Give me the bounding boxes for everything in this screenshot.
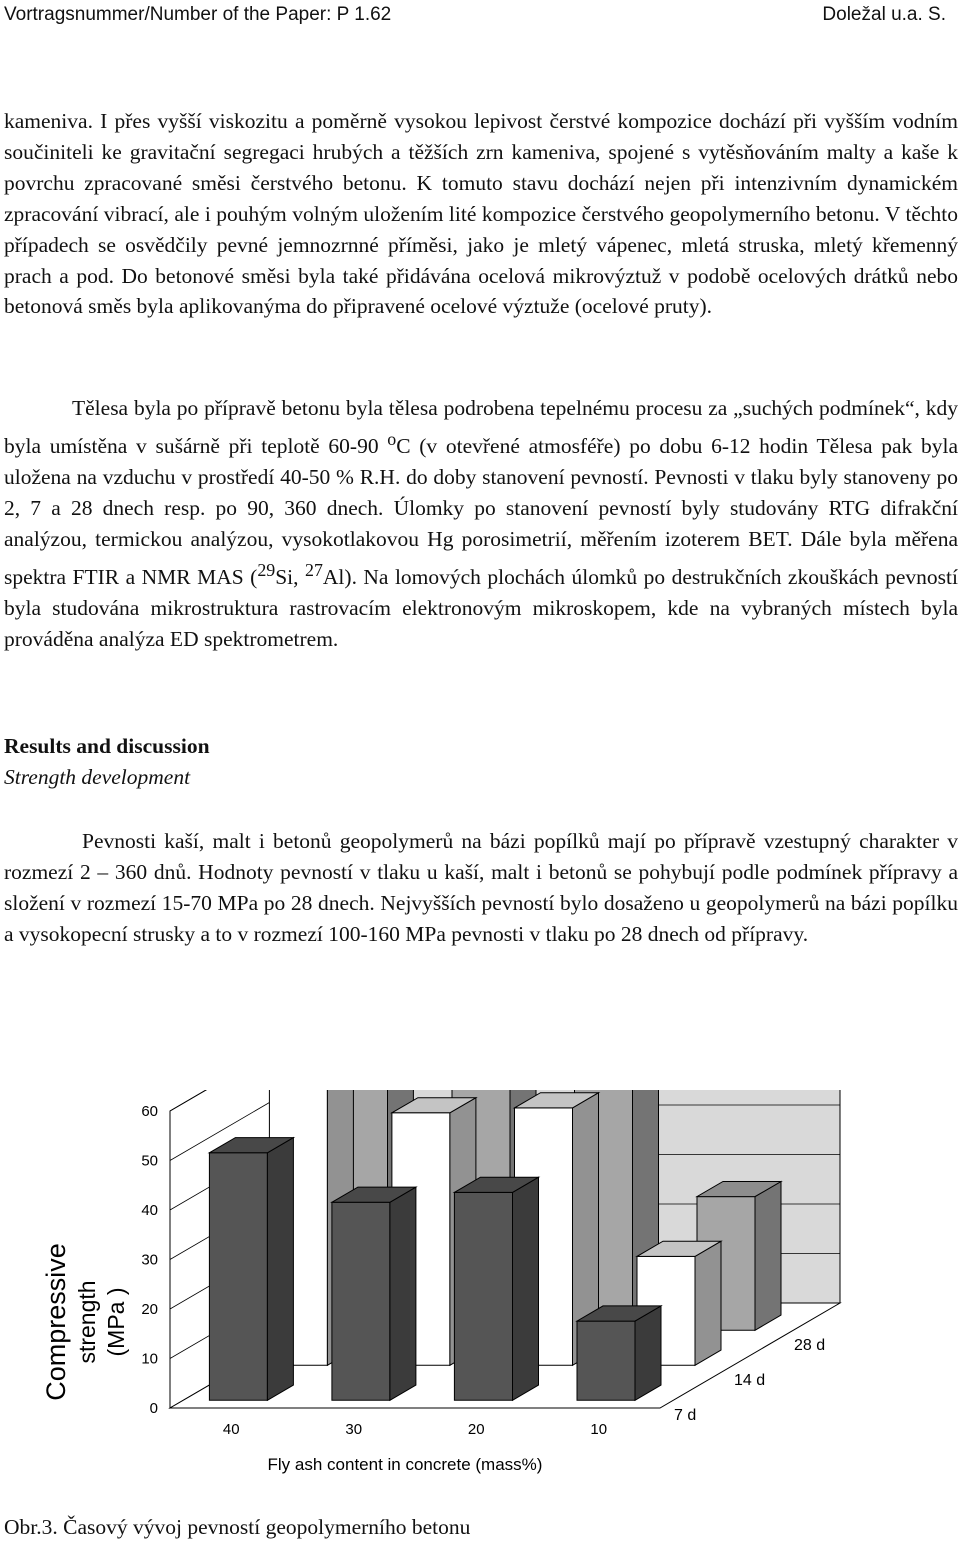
page-header	[0, 4, 960, 32]
series-label: 7 d	[674, 1407, 697, 1424]
y-tick-label: 10	[141, 1350, 158, 1368]
bar-7d-40	[209, 1138, 293, 1401]
x-tick-label: 10	[590, 1421, 608, 1438]
bar-7d-30	[332, 1187, 416, 1400]
bar-side	[390, 1187, 416, 1400]
strength-chart	[0, 1090, 960, 1510]
y-tick-label: 20	[141, 1301, 158, 1318]
x-tick-label: 40	[222, 1421, 240, 1438]
paper-number: Vortragsnummer/Number of the Paper: P 1.62	[4, 4, 392, 25]
bar-7d-10	[577, 1306, 661, 1400]
bar-front	[332, 1202, 390, 1400]
isotope-29-sup: 29	[257, 559, 276, 580]
bar-side	[513, 1177, 539, 1400]
isotope-27-sup: 27	[305, 559, 323, 580]
y-tick-label: 30	[141, 1251, 158, 1269]
bar-7d-20	[454, 1177, 538, 1400]
x-tick-label: 30	[345, 1421, 363, 1438]
bar-side	[755, 1182, 781, 1331]
bar-front	[577, 1321, 635, 1400]
y-tick-label: 50	[141, 1152, 158, 1170]
results-text: Pevnosti kaší, malt i betonů geopolymerů na bázi popílků mají po přípravě vzestupný charakter v rozmezí 2 – 360 dnů. Hodnoty pevností v tlaku u kaší, malt i betonů se pohybují podle podmínek přípravy a složení v rozmezí 15-70 MPa po 28 dnech. Nejvyšších pevností bylo dosaženo u geopolymerů na bázi popílku a vysokopecní strusky a to v rozmezí 100-160 MPa pevnosti v tlaku po 28 dnech od přípravy.	[4, 829, 958, 946]
methods-paragraph	[4, 393, 958, 655]
intro-text-a: kameniva. I přes vyšší viskozitu a poměrně vysokou lepivost čerstvé kompozice dochází při vyšším vodním součiniteli ke gravitační segregaci hrubých a těžších zrn kameniva, spojené s vytěsňováním malty a kaše k povrchu zpracované směsi čerstvého betonu. K tomuto stavu dochází nejen při intenzivním dynamickém zpracování vibrací, ale i pouhým volným uložením lité kompozice čerstvého geopolymerního betonu. V těchto případech se osvědčily pevné jemnozrnné příměsi, jako je mletý vápenec, mletá struska, mletý křemenný prach a pod. Do betonové směsi byla také přidávána ocelová mikrovýztuž v podobě ocelových drátků nebo betonová směs byla aplikovanýma do připravené ocelové výztuže (ocelové pruty).	[4, 109, 958, 319]
methods-text-1: Tělesa byla po přípravě betonu byla tělesa podrobena tepelnému procesu za „suchých podmínek“, kdy byla umístěna v sušárně při teplotě 60-90	[4, 396, 958, 459]
y-tick-label: 60	[141, 1103, 158, 1120]
series-label: 28 d	[794, 1337, 826, 1354]
bar-side	[267, 1138, 293, 1401]
bar-side	[635, 1306, 661, 1400]
y-tick-label: 40	[141, 1202, 158, 1219]
y-axis-label: Compressive	[41, 1243, 71, 1401]
methods-text-2: C (v otevřené atmosféře) po dobu 6-12 hodin Tělesa pak byla uložena na vzduchu v prostředí 40-50 % R.H. do doby stanovení pevností. Pevnosti v tlaku byly stanoveny po 2, 7 a 28 dnech resp. po 90, 360 dnech. Úlomky po stanovení pevností byly studovány RTG difrakční analýzou, termickou analýzou, vysokotlakovou Hg porosimetrií, měřením izoterem BET. Dále byla měřena spektra FTIR a NMR MAS (	[4, 434, 959, 589]
bar-side	[695, 1241, 721, 1365]
section-subtitle: Strength development	[4, 765, 191, 789]
section-title: Results and discussion	[4, 734, 210, 758]
chart-svg	[0, 1090, 960, 1510]
bar-front	[209, 1153, 267, 1401]
y-axis-label: (MPa )	[103, 1287, 129, 1357]
x-axis-label: Fly ash content in concrete (mass%)	[267, 1455, 543, 1474]
methods-text-4: Al). Na lomových plochách úlomků po destrukčních zkouškách pevností byla studována mikrostruktura rastrovacím elektronovým mikroskopem, kde na vybraných místech byla prováděna analýza ED spektrometrem.	[4, 564, 958, 651]
results-paragraph	[4, 826, 958, 950]
figure-caption: Obr.3. Časový vývoj pevností geopolymerního betonu	[4, 1515, 471, 1539]
bar-front	[454, 1192, 512, 1400]
series-label: 14 d	[734, 1372, 766, 1389]
intro-paragraph	[4, 106, 958, 322]
y-tick-label: 0	[149, 1400, 158, 1417]
y-axis-label: strength	[74, 1280, 100, 1364]
x-tick-label: 20	[467, 1421, 485, 1438]
methods-text-3: Si,	[275, 564, 305, 589]
authors: Doležal u.a. S.	[822, 4, 946, 25]
degree-sup: o	[387, 428, 397, 449]
